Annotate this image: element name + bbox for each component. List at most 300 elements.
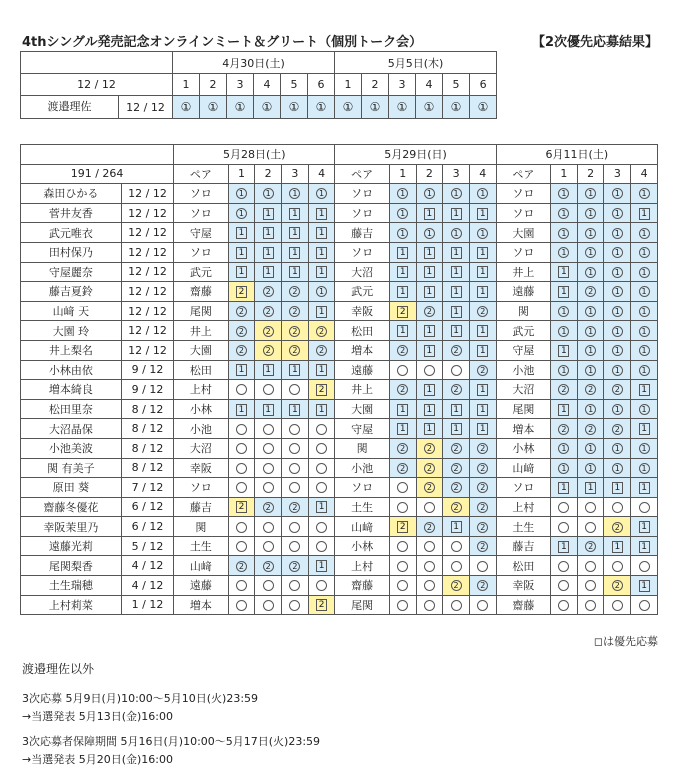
member-name: 武元唯衣 <box>21 223 122 243</box>
circle-mark: 2 <box>451 482 462 493</box>
result-cell <box>577 184 604 204</box>
pair-cell: 増本 <box>174 595 228 615</box>
result-cell <box>551 242 578 262</box>
result-cell <box>416 438 443 458</box>
result-cell <box>389 340 416 360</box>
circle-mark: 1 <box>612 345 623 356</box>
table-row <box>21 340 658 360</box>
result-cell <box>416 321 443 341</box>
circle-mark: 2 <box>612 384 623 395</box>
circle-mark: 1 <box>477 228 488 239</box>
footer-line: 3次応募者保障期間 5月16日(月)10:00～5月17日(火)23:59 <box>22 735 321 748</box>
empty-mark <box>451 561 462 572</box>
result-cell <box>577 576 604 596</box>
member-name: 松田里奈 <box>21 399 122 419</box>
circle-mark: 1 <box>397 188 408 199</box>
empty-mark <box>397 502 408 513</box>
table-row <box>21 203 658 223</box>
member-name: 田村保乃 <box>21 242 122 262</box>
member-ratio: 7 / 12 <box>121 478 173 498</box>
circle-mark: 1 <box>558 365 569 376</box>
slot-header: 4 <box>469 164 496 184</box>
pair-cell: 関 <box>335 438 389 458</box>
pair-cell: 守屋 <box>496 340 550 360</box>
circle-mark: 2 <box>477 306 488 317</box>
pair-cell: ソロ <box>174 203 228 223</box>
result-cell <box>577 517 604 537</box>
priority-mark: 1 <box>263 404 274 416</box>
pair-cell: 関 <box>496 301 550 321</box>
pair-cell: 松田 <box>335 321 389 341</box>
pair-cell: 守屋 <box>335 419 389 439</box>
result-cell <box>469 595 496 615</box>
member-ratio: 12 / 12 <box>121 340 173 360</box>
result-cell: ① <box>173 96 200 119</box>
result-cell <box>443 321 470 341</box>
pair-cell: ソロ <box>174 184 228 204</box>
result-cell <box>551 536 578 556</box>
pair-cell: 松田 <box>174 360 228 380</box>
priority-mark: 1 <box>639 423 650 435</box>
result-cell <box>577 203 604 223</box>
result-cell <box>308 301 335 321</box>
result-cell <box>577 242 604 262</box>
result-cell <box>443 223 470 243</box>
table-row <box>21 458 658 478</box>
circle-mark: 1 <box>639 345 650 356</box>
result-cell <box>604 380 631 400</box>
result-cell <box>282 301 309 321</box>
result-cell <box>577 301 604 321</box>
circle-mark: 2 <box>451 463 462 474</box>
priority-mark: 2 <box>397 521 408 533</box>
circle-mark: 1 <box>585 188 596 199</box>
result-cell <box>255 321 282 341</box>
priority-mark: 1 <box>639 482 650 494</box>
slot-header: 2 <box>255 164 282 184</box>
result-cell <box>228 478 255 498</box>
result-cell <box>551 282 578 302</box>
result-cell <box>228 419 255 439</box>
result-cell <box>631 419 658 439</box>
circle-mark: 2 <box>451 502 462 513</box>
result-cell <box>604 184 631 204</box>
pair-cell: 小池 <box>335 458 389 478</box>
table-row <box>21 399 658 419</box>
result-cell <box>631 223 658 243</box>
result-cell <box>389 419 416 439</box>
circle-mark: 1 <box>585 228 596 239</box>
result-cell <box>577 262 604 282</box>
member-ratio: 12 / 12 <box>121 203 173 223</box>
circle-mark: 1 <box>639 247 650 258</box>
slot-header: 3 <box>282 164 309 184</box>
empty-mark <box>316 522 327 533</box>
result-cell <box>631 399 658 419</box>
member-ratio: 9 / 12 <box>121 380 173 400</box>
result-cell <box>228 262 255 282</box>
priority-mark: 1 <box>316 501 327 513</box>
table-row <box>21 321 658 341</box>
pair-cell: 土生 <box>496 517 550 537</box>
pair-cell: 齋藤 <box>335 576 389 596</box>
empty-mark <box>612 600 623 611</box>
priority-mark: 1 <box>477 325 488 337</box>
result-cell <box>228 497 255 517</box>
empty-mark <box>316 443 327 454</box>
priority-mark: 1 <box>424 266 435 278</box>
result-cell <box>308 360 335 380</box>
slot-header: 2 <box>200 74 227 96</box>
slot-header: 4 <box>416 74 443 96</box>
result-cell <box>551 399 578 419</box>
result-cell <box>443 438 470 458</box>
result-cell <box>469 458 496 478</box>
circle-mark: 2 <box>612 522 623 533</box>
circle-mark: 2 <box>263 561 274 572</box>
result-cell <box>577 536 604 556</box>
circle-mark: 1 <box>612 463 623 474</box>
result-cell <box>255 536 282 556</box>
pair-header: ペア <box>174 164 228 184</box>
circle-mark: 2 <box>316 345 327 356</box>
result-cell <box>416 595 443 615</box>
result-cell <box>282 282 309 302</box>
priority-mark: 1 <box>558 266 569 278</box>
priority-mark: 1 <box>639 208 650 220</box>
member-name: 大園 玲 <box>21 321 122 341</box>
pair-cell: 尾関 <box>174 301 228 321</box>
pair-cell: ソロ <box>335 242 389 262</box>
member-ratio: 12 / 12 <box>121 301 173 321</box>
priority-mark: 1 <box>316 306 327 318</box>
pair-cell: 上村 <box>335 556 389 576</box>
member-ratio: 8 / 12 <box>121 419 173 439</box>
empty-mark <box>424 502 435 513</box>
circle-mark: 2 <box>263 286 274 297</box>
result-cell <box>282 458 309 478</box>
result-cell <box>255 184 282 204</box>
priority-mark: 1 <box>612 482 623 494</box>
priority-mark: 1 <box>289 404 300 416</box>
result-cell <box>577 595 604 615</box>
empty-mark <box>263 463 274 474</box>
result-cell <box>604 360 631 380</box>
result-cell <box>604 576 631 596</box>
date-header: 5月28日(土) <box>174 145 335 165</box>
circle-mark: 2 <box>451 345 462 356</box>
member-name: 守屋麗奈 <box>21 262 122 282</box>
result-cell: ① <box>227 96 254 119</box>
circle-mark: 2 <box>424 463 435 474</box>
result-cell <box>308 184 335 204</box>
pair-cell: ソロ <box>335 478 389 498</box>
circle-mark: 2 <box>236 326 247 337</box>
result-cell <box>577 458 604 478</box>
pair-cell: 大沼 <box>496 380 550 400</box>
empty-mark <box>612 561 623 572</box>
table-row <box>21 262 658 282</box>
circle-mark: 1 <box>316 188 327 199</box>
result-cell <box>604 282 631 302</box>
result-cell <box>551 556 578 576</box>
footer-line: 3次応募 5月9日(月)10:00～5月10日(火)23:59 <box>22 692 259 705</box>
pair-cell: 関 <box>174 517 228 537</box>
result-cell <box>228 438 255 458</box>
member-ratio: 6 / 12 <box>121 517 173 537</box>
result-cell <box>308 556 335 576</box>
circle-mark: 2 <box>585 286 596 297</box>
pair-cell: 松田 <box>496 556 550 576</box>
result-cell <box>389 576 416 596</box>
slot-header: 4 <box>308 164 335 184</box>
circle-mark: 2 <box>477 482 488 493</box>
circle-mark: 2 <box>289 345 300 356</box>
priority-mark: 1 <box>451 247 462 259</box>
result-cell <box>308 458 335 478</box>
priority-mark: 1 <box>477 423 488 435</box>
result-cell <box>308 595 335 615</box>
result-cell <box>282 262 309 282</box>
member-name: 上村莉菜 <box>21 595 122 615</box>
member-name: 関 有美子 <box>21 458 122 478</box>
member-name: 井上梨名 <box>21 340 122 360</box>
empty-mark <box>639 502 650 513</box>
result-cell <box>228 517 255 537</box>
result-cell <box>416 576 443 596</box>
empty-mark <box>263 522 274 533</box>
result-cell <box>389 595 416 615</box>
circle-mark: 1 <box>558 326 569 337</box>
result-cell <box>631 262 658 282</box>
result-cell <box>228 223 255 243</box>
result-cell <box>416 223 443 243</box>
pair-cell: 遠藤 <box>174 576 228 596</box>
circle-mark: 1 <box>558 208 569 219</box>
empty-mark <box>477 600 488 611</box>
priority-mark: 1 <box>289 208 300 220</box>
slot-header: 3 <box>227 74 254 96</box>
empty-mark <box>316 541 327 552</box>
circle-mark: 1 <box>585 208 596 219</box>
empty-mark <box>316 463 327 474</box>
empty-mark <box>316 580 327 591</box>
priority-mark: 1 <box>558 345 569 357</box>
slot-header: 5 <box>281 74 308 96</box>
member-name: 尾関梨香 <box>21 556 122 576</box>
circle-mark: 1 <box>639 365 650 376</box>
circle-mark: 1 <box>612 267 623 278</box>
empty-mark <box>236 424 247 435</box>
priority-mark: 1 <box>397 247 408 259</box>
empty-mark <box>424 561 435 572</box>
empty-mark <box>263 424 274 435</box>
circle-mark: 1 <box>558 188 569 199</box>
table-row <box>21 360 658 380</box>
result-cell <box>604 203 631 223</box>
empty-mark <box>639 561 650 572</box>
member-ratio: 4 / 12 <box>121 556 173 576</box>
result-cell <box>416 184 443 204</box>
result-cell <box>551 380 578 400</box>
result-cell <box>389 360 416 380</box>
result-cell <box>551 517 578 537</box>
result-cell <box>577 223 604 243</box>
empty-mark <box>236 384 247 395</box>
empty-mark <box>639 600 650 611</box>
member-name: 小林由依 <box>21 360 122 380</box>
result-cell <box>631 576 658 596</box>
result-cell <box>443 282 470 302</box>
priority-mark: 1 <box>289 227 300 239</box>
result-cell <box>416 340 443 360</box>
result-cell <box>389 203 416 223</box>
pair-cell: 井上 <box>496 262 550 282</box>
result-cell <box>308 242 335 262</box>
circle-mark: 1 <box>612 443 623 454</box>
result-cell <box>416 536 443 556</box>
table-row <box>21 556 658 576</box>
result-cell <box>228 576 255 596</box>
result-cell <box>577 282 604 302</box>
result-cell <box>308 419 335 439</box>
result-cell <box>469 517 496 537</box>
result-cell <box>604 438 631 458</box>
circle-mark: 1 <box>397 228 408 239</box>
circle-mark: 2 <box>477 365 488 376</box>
result-cell <box>282 595 309 615</box>
result-cell: ① <box>254 96 281 119</box>
result-cell <box>282 360 309 380</box>
result-cell <box>389 399 416 419</box>
pair-cell: ソロ <box>335 184 389 204</box>
circle-mark: 1 <box>558 247 569 258</box>
total-count: 191 / 264 <box>21 164 174 184</box>
empty-mark <box>397 580 408 591</box>
result-cell <box>469 497 496 517</box>
result-cell <box>255 595 282 615</box>
result-cell <box>255 380 282 400</box>
circle-mark: 2 <box>236 306 247 317</box>
empty-mark <box>451 600 462 611</box>
priority-mark: 1 <box>397 404 408 416</box>
circle-mark: 2 <box>263 306 274 317</box>
circle-mark: 1 <box>424 228 435 239</box>
result-cell <box>228 321 255 341</box>
result-cell <box>282 380 309 400</box>
priority-mark: 1 <box>236 266 247 278</box>
result-cell <box>551 321 578 341</box>
result-cell <box>469 360 496 380</box>
footer-line: →当選発表 5月20日(金)16:00 <box>22 753 173 766</box>
circle-mark: 2 <box>236 561 247 572</box>
circle-mark: 1 <box>612 286 623 297</box>
circle-mark: 1 <box>585 247 596 258</box>
pair-cell: ソロ <box>496 478 550 498</box>
result-cell <box>228 556 255 576</box>
priority-mark: 1 <box>558 482 569 494</box>
empty-mark <box>397 561 408 572</box>
result-cell <box>577 399 604 419</box>
result-cell <box>604 595 631 615</box>
circle-mark: 1 <box>639 404 650 415</box>
circle-mark: 2 <box>477 522 488 533</box>
circle-mark: 1 <box>477 188 488 199</box>
pair-cell: 藤吉 <box>174 497 228 517</box>
result-cell <box>255 301 282 321</box>
result-cell <box>282 438 309 458</box>
pair-cell: 大園 <box>496 223 550 243</box>
result-cell <box>551 478 578 498</box>
result-cell <box>469 536 496 556</box>
priority-mark: 1 <box>477 247 488 259</box>
result-cell <box>255 399 282 419</box>
result-cell <box>308 536 335 556</box>
result-cell <box>282 478 309 498</box>
member-name: 遠藤光莉 <box>21 536 122 556</box>
table-row <box>21 497 658 517</box>
empty-mark <box>263 482 274 493</box>
result-cell: ① <box>308 96 335 119</box>
member-ratio: 12 / 12 <box>121 223 173 243</box>
circle-mark: 1 <box>558 228 569 239</box>
empty-mark <box>236 522 247 533</box>
circle-mark: 2 <box>451 443 462 454</box>
circle-mark: 1 <box>289 188 300 199</box>
result-cell <box>443 595 470 615</box>
pair-cell: 幸阪 <box>335 301 389 321</box>
pair-cell: 大沼 <box>174 438 228 458</box>
result-cell <box>228 203 255 223</box>
pair-cell: ソロ <box>496 184 550 204</box>
member-ratio: 12 / 12 <box>121 321 173 341</box>
empty-mark <box>585 600 596 611</box>
result-cell <box>604 478 631 498</box>
result-cell <box>282 556 309 576</box>
member-name: 小池美波 <box>21 438 122 458</box>
result-cell <box>416 360 443 380</box>
empty-mark <box>263 600 274 611</box>
pair-cell: 齋藤 <box>496 595 550 615</box>
result-cell <box>416 478 443 498</box>
empty-mark <box>316 424 327 435</box>
result-cell <box>631 282 658 302</box>
result-cell <box>469 242 496 262</box>
result-cell <box>416 203 443 223</box>
priority-mark: 1 <box>236 364 247 376</box>
result-cell <box>604 517 631 537</box>
empty-mark <box>612 502 623 513</box>
priority-mark: 1 <box>639 541 650 553</box>
result-cell <box>469 282 496 302</box>
result-cell <box>255 340 282 360</box>
circle-mark: 1 <box>585 267 596 278</box>
result-cell <box>308 517 335 537</box>
priority-mark: 1 <box>585 482 596 494</box>
priority-mark: 1 <box>424 384 435 396</box>
result-cell <box>443 242 470 262</box>
member-name: 齋藤冬優花 <box>21 497 122 517</box>
priority-mark: 1 <box>639 580 650 592</box>
circle-mark: 2 <box>477 541 488 552</box>
empty-mark <box>424 365 435 376</box>
priority-mark: 1 <box>316 247 327 259</box>
circle-mark: 2 <box>585 541 596 552</box>
empty-mark <box>236 463 247 474</box>
table-row <box>21 223 658 243</box>
pair-cell: 大沼 <box>335 262 389 282</box>
result-cell <box>389 301 416 321</box>
